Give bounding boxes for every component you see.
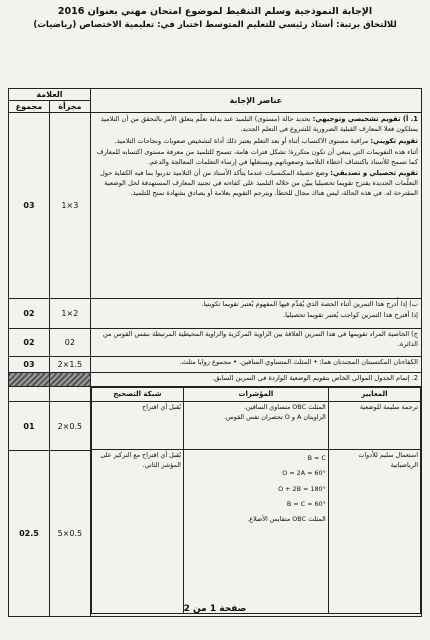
- total-mark: 02: [9, 299, 50, 329]
- indicators-1: [183, 401, 328, 449]
- summative-title: تقويم تحصيلي و تصديقي:: [330, 169, 418, 178]
- partial-mark: 0.5×5: [50, 450, 90, 615]
- partial-mark-column: [49, 387, 90, 617]
- mark-header: العلامة: [9, 89, 91, 101]
- indicators-header: المؤشرات: [183, 388, 328, 402]
- total-mark-header: مجموع: [9, 101, 50, 113]
- diagnostic-title: 1. أ) تقويم تشخيصي وتوجيهي:: [312, 115, 418, 123]
- partial-mark-header: مجزأة: [49, 101, 90, 113]
- indicator: الزاويتان A و O تحصران نفس القوس.: [223, 412, 326, 421]
- answer-1a-cell: [90, 113, 421, 299]
- total-mark: 01: [9, 401, 49, 450]
- grid-note-1: يُقبل أي اقتراح: [91, 401, 183, 449]
- indicator: المثلث OBC متساوي الساقين.: [243, 402, 326, 411]
- total-mark: 02: [9, 329, 50, 357]
- answer-1b-cell: [90, 299, 421, 329]
- partial-mark: 0.5×2: [50, 401, 90, 450]
- indicator: المثلث OBC متقايس الأضلاع.: [247, 515, 326, 524]
- page-number: صفحة 1 من 2: [183, 604, 247, 614]
- grid-note-2: يُقبل أي اقتراح مع التركيز على المؤشر الثاني.: [91, 449, 183, 613]
- diagnostic-text: تحديد حالة (مستوى) التلميذ عند بداية تعلّم يتعلق الأمر بالتحقق من أن التلاميذ يمتلكون فعلا المعارف القبلية الضرورية للشروع في التعلم الجديد.: [100, 115, 418, 133]
- summative-text: وضع حصيلة المكتسبات عندما يتأكد الأستاذ من أن التلاميذ تدربوا بما فيه الكفاية حول التعلّمات الجديدة يقترح تقويما تحصيليا يبيّن من خلاله التلميذ على كفاءته في تجنيد المعارف المستهدفة لحل الوضعية المقترحة له. في هذه الحالة، ليس هناك مجال للخطأ. ويترجم التقويم بعلامة أو يصادق بشهادة تمنح للتلميذ.: [100, 169, 418, 198]
- indicator: B = C: [307, 453, 326, 462]
- criterion-2: استعمال سليم للأدوات الرياضياتية: [328, 449, 420, 613]
- criteria-header: المعايير: [328, 388, 420, 402]
- partial-mark: 1.5×2: [49, 357, 90, 373]
- criteria-grid-cell: [90, 387, 421, 617]
- question-2-title: 2. إتمام الجدول الموالي الخاص بتقويم الوضعية الواردة في التمرين السابق.: [90, 373, 421, 387]
- answer-elements-header: عناصر الإجابة: [90, 89, 421, 113]
- answer-1b-line1: ب) إذا أُدرج هذا التمرين أثناء الحصة الذي يُقدَّم فيها المفهوم يُعتبر تقويما تكوينيا.: [201, 300, 418, 308]
- total-mark: 02.5: [9, 450, 49, 615]
- formative-text: مراقبة مستوى الاكتساب أثناء أو بعد التعلم يعتبر ذلك أداة لتشخيص صعوبات ونجاحات التلاميذ.: [114, 136, 369, 145]
- answer-1c-cell: ج) الخاصية المراد تقويمها في هذا التمرين العلاقة بين الزاوية المركزية والزاوية المحيطية المرتبطة بنفس القوس من الدائرة.: [90, 329, 421, 357]
- partial-mark: 3×1: [49, 113, 90, 299]
- criterion-1: ترجمة سليمة للوضعية: [328, 401, 420, 449]
- header-title: الإجابة النموذجية وسلم التنقيط لموضوع امتحان مهني بعنوان 2016: [57, 6, 373, 17]
- shaded-cell: [49, 373, 90, 387]
- total-mark: 03: [9, 357, 50, 373]
- total-mark: 03: [9, 113, 50, 299]
- answer-table: [8, 88, 422, 617]
- indicators-2: [183, 449, 328, 613]
- shaded-cell: [9, 373, 50, 387]
- correction-grid-header: شبكة التصحيح: [91, 388, 183, 402]
- partial-mark: 2×1: [49, 299, 90, 329]
- formative-title: تقويم تكويني:: [370, 136, 418, 145]
- criteria-grid: [91, 387, 421, 614]
- header-subtitle: للالتحاق برتبة: أستاذ رئيسي للتعليم المتوسط اختبار في: تعليمية الاختصاص (رياضيات): [33, 20, 397, 30]
- answer-1b-line2: إذا أقترح هذا التمرين كواجب يُعتبر تقويما تحصيليا.: [283, 310, 418, 319]
- partial-mark: 02: [49, 329, 90, 357]
- formative-note: أثناء هذه التقويمات التي ينبغي أن تكون متكررة؛ تشكل فترات هامة، تسمح للتلميذ من معرفة مستوى اكتسابه للمعارف كما تسمح للأستاذ باكتشاف أخطاء التلاميذ وصعوباتهم ويستغلها في إرساء التعلمات المعالجة والدعم.: [96, 147, 418, 166]
- indicator: B = C = 60°: [286, 499, 326, 508]
- indicator: O + 2B = 180°: [278, 484, 326, 493]
- total-mark-column: [9, 387, 50, 617]
- answer-1d-cell: الكفاءتان المكتسبتان المجندتان هما: • المثلث المتساوي الساقين. • مجموع زوايا مثلث.: [90, 357, 421, 373]
- indicator: O = 2A = 60°: [282, 469, 326, 478]
